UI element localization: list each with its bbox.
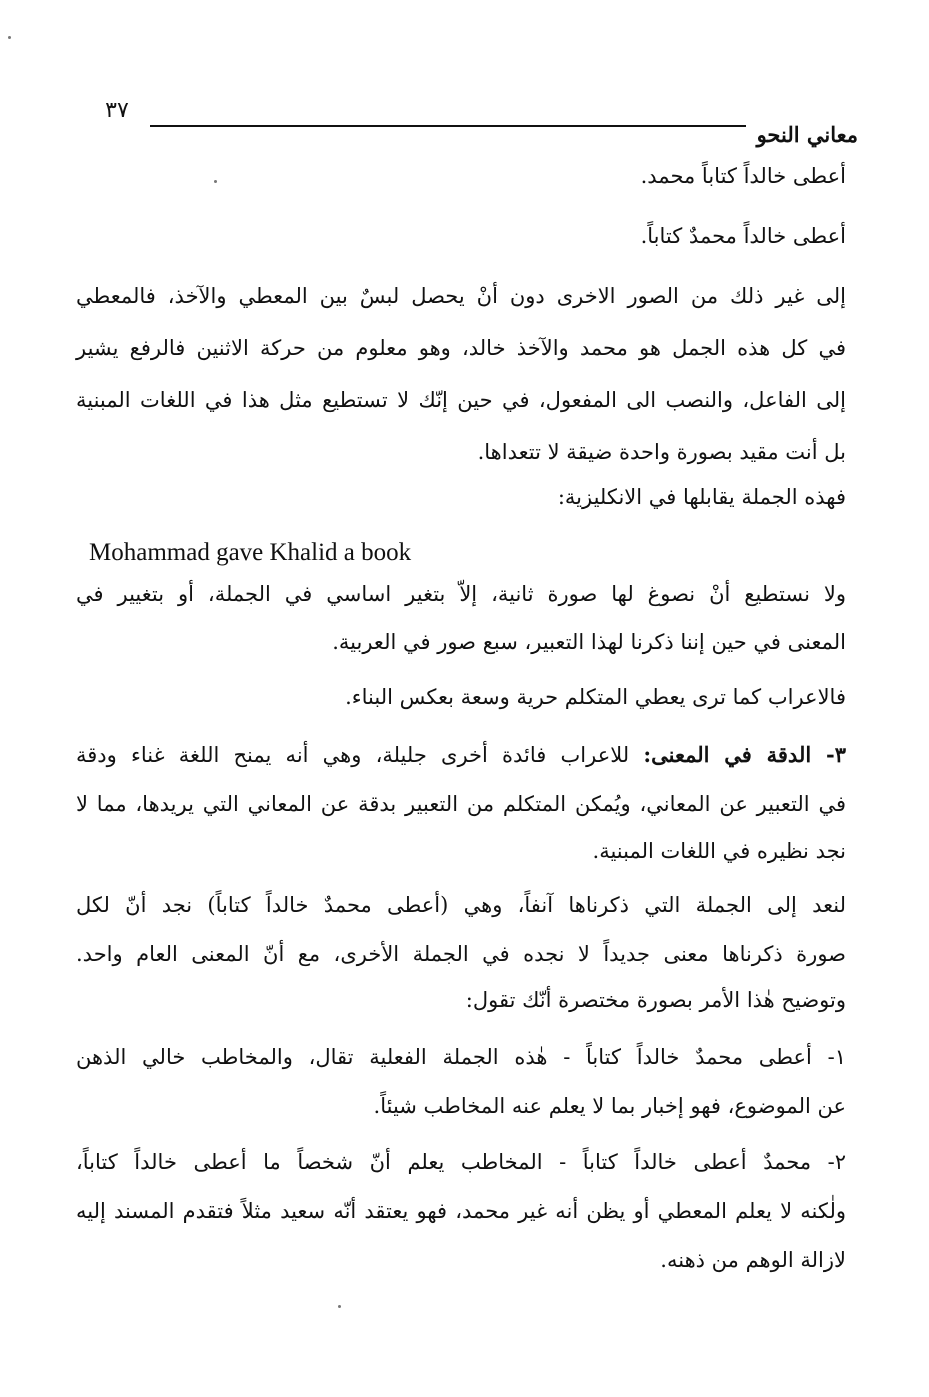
text-line: أعطى خالداً كتاباً محمد. <box>640 164 846 188</box>
list-item-line: لازالة الوهم من ذهنه. <box>660 1248 846 1272</box>
text-line: في التعبير عن المعاني، ويُمكن المتكلم من التعبير بدقة عن المعاني التي يريدها، مما لا <box>76 792 846 816</box>
text-line: المعنى في حين إننا ذكرنا لهذا التعبير، سبع صور في العربية. <box>332 630 846 654</box>
scan-speck <box>214 180 217 183</box>
scan-speck <box>8 36 11 39</box>
text-line: صورة ذكرناها معنى جديداً لا نجده في الجملة الأخرى، مع أنّ المعنى العام واحد. <box>76 942 846 966</box>
text-line: بل أنت مقيد بصورة واحدة ضيقة لا تتعداها. <box>477 440 846 464</box>
text-line: لنعد إلى الجملة التي ذكرناها آنفاً، وهي (أعطى محمدٌ خالداً كتاباً) نجد أنّ لكل <box>76 893 846 917</box>
text-line <box>76 742 846 767</box>
scan-speck <box>338 1305 341 1308</box>
text-line: فالاعراب كما ترى يعطي المتكلم حرية وسعة بعكس البناء. <box>345 685 846 709</box>
section-intro-text: للاعراب فائدة أخرى جليلة، وهي أنه يمنح اللغة غناء ودقة <box>76 743 630 767</box>
text-line: أعطى خالداً محمدٌ كتاباً. <box>640 224 846 248</box>
section-heading: ٣- الدقة في المعنى: <box>643 742 846 767</box>
text-line: نجد نظيره في اللغات المبنية. <box>592 839 846 863</box>
header-rule <box>150 125 746 127</box>
text-line: إلى غير ذلك من الصور الاخرى دون أنْ يحصل لبسٌ بين المعطي والآخذ، فالمعطي <box>76 284 846 308</box>
list-item-line: ١- أعطى محمدٌ خالداً كتاباً - هٰذه الجملة الفعلية تقال، والمخاطب خالي الذهن <box>76 1045 846 1069</box>
text-line: إلى الفاعل، والنصب الى المفعول، في حين إنّك لا تستطيع مثل هذا في اللغات المبنية <box>76 388 846 412</box>
english-example-sentence: Mohammad gave Khalid a book <box>89 539 412 566</box>
text-line: في كل هذه الجمل هو محمد والآخذ خالد، وهو معلوم من حركة الاثنين فالرفع يشير <box>76 336 846 360</box>
text-line: ولا نستطيع أنْ نصوغ لها صورة ثانية، إلاّ بتغير اساسي في الجملة، أو بتغيير في <box>76 582 846 606</box>
text-line: فهذه الجملة يقابلها في الانكليزية: <box>557 485 846 509</box>
text-line: وتوضيح هٰذا الأمر بصورة مختصرة أنّك تقول: <box>465 988 846 1012</box>
list-item-line: ولٰكنه لا يعلم المعطي أو يظن أنه غير محمد، فهو يعتقد أنّه سعيد مثلاً فتقدم المسند إليه <box>76 1199 846 1223</box>
list-item-line: ٢- محمدٌ أعطى خالداً كتاباً - المخاطب يعلم أنّ شخصاً ما أعطى خالداً كتاباً، <box>76 1150 846 1174</box>
list-item-line: عن الموضوع، فهو إخبار بما لا يعلم عنه المخاطب شيئاً. <box>373 1094 846 1118</box>
running-head-title: معاني النحو <box>756 122 858 147</box>
page-number: ٣٧ <box>105 98 129 123</box>
